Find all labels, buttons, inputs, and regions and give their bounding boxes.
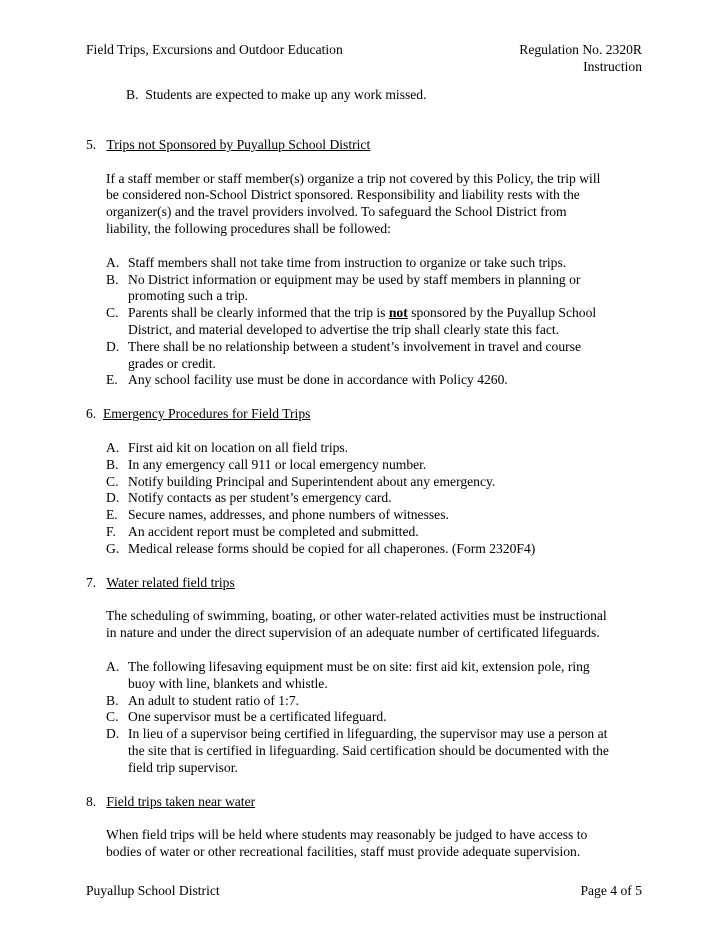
item-letter: D. (106, 726, 120, 742)
list-item (86, 474, 646, 491)
section-6-heading (86, 406, 646, 423)
item-text: Notify building Principal and Superintendent about any emergency. (128, 473, 496, 489)
item-text-part: sponsored by the Puyallup School (407, 305, 597, 321)
item-letter: B. (106, 456, 119, 472)
section-7 (86, 575, 646, 777)
section-8-number: 8. (86, 793, 97, 809)
paragraph-line: When field trips will be held where students may reasonably be judged to have access to (106, 827, 588, 843)
paragraph-line: The scheduling of swimming, boating, or other water-related activities must be instructional (106, 608, 607, 624)
list-item (86, 507, 646, 524)
item-text: There shall be no relationship between a student’s involvement in travel and course (128, 338, 581, 354)
section-5-heading (86, 137, 646, 154)
item-text: Staff members shall not take time from instruction to organize or take such trips. (128, 254, 567, 270)
footer-district: Puyallup School District (86, 883, 220, 898)
paragraph-line: bodies of water or other recreational facilities, staff must provide adequate supervision. (106, 844, 581, 860)
section-7-item-c (86, 709, 646, 726)
section-7-heading (86, 575, 646, 592)
section-8-heading (86, 794, 646, 811)
item-letter: C. (106, 709, 119, 725)
top-item (86, 87, 646, 104)
section-5-item-d (86, 339, 646, 373)
section-7-item-b (86, 693, 646, 710)
section-6-title: Emergency Procedures for Field Trips (103, 406, 311, 422)
item-letter: A. (106, 658, 120, 674)
item-letter: B. (106, 271, 119, 287)
section-5-item-a (86, 255, 646, 272)
section-5-item-e (86, 372, 646, 389)
header-title: Field Trips, Excursions and Outdoor Education (86, 42, 343, 57)
item-letter: G. (106, 540, 120, 556)
item-text: First aid kit on location on all field trips. (128, 439, 349, 455)
regulation-number: Regulation No. 2320R (519, 42, 642, 57)
section-8-title: Field trips taken near water (106, 793, 256, 809)
item-text-part: Parents shall be clearly informed that the trip is (128, 305, 389, 321)
paragraph-line: be considered non-School District sponsored. Responsibility and liability rests with the (106, 187, 580, 203)
item-text: grades or credit. (128, 355, 216, 371)
item-text (128, 305, 646, 322)
section-7-paragraph (106, 608, 646, 642)
item-text: The following lifesaving equipment must be on site: first aid kit, extension pole, ring (128, 658, 590, 674)
section-6 (86, 406, 646, 557)
item-letter: C. (106, 473, 119, 489)
top-item-text: Students are expected to make up any work missed. (145, 87, 427, 102)
item-text: the site that is certified in lifeguarding. Said certification should be documented with the (128, 742, 609, 758)
list-item (86, 490, 646, 507)
item-letter: E. (106, 372, 118, 388)
section-7-title: Water related field trips (106, 574, 235, 590)
item-text: field trip supervisor. (128, 759, 238, 775)
section-8-paragraph (106, 827, 646, 861)
item-text: Secure names, addresses, and phone numbers of witnesses. (128, 507, 449, 523)
item-letter: F. (106, 523, 116, 539)
paragraph-line: organizer(s) and the travel providers involved. To safeguard the School District from (106, 204, 567, 220)
regulation-category: Instruction (583, 58, 642, 74)
item-text: buoy with line, blankets and whistle. (128, 675, 328, 691)
item-text: District, and material developed to advertise the trip shall clearly state this fact. (128, 321, 560, 337)
item-text: One supervisor must be a certificated lifeguard. (128, 709, 387, 725)
item-text: Medical release forms should be copied for all chaperones. (Form 2320F4) (128, 540, 536, 556)
item-letter: B. (106, 692, 119, 708)
section-5-item-c (86, 305, 646, 339)
item-letter: C. (106, 305, 119, 321)
section-6-number: 6. (86, 406, 97, 422)
list-item (86, 541, 646, 558)
section-5 (86, 137, 646, 389)
paragraph-line: liability, the following procedures shall be followed: (106, 220, 391, 236)
section-5-number: 5. (86, 136, 97, 152)
item-letter: D. (106, 490, 120, 506)
item-text: An adult to student ratio of 1:7. (128, 692, 300, 708)
item-text: Notify contacts as per student’s emergency card. (128, 490, 392, 506)
item-text: No District information or equipment may be used by staff members in planning or (128, 271, 581, 287)
section-7-item-d (86, 726, 646, 776)
paragraph-line: in nature and under the direct supervision of an adequate number of certificated lifeguards. (106, 625, 600, 641)
item-letter: A. (106, 254, 120, 270)
list-item (86, 440, 646, 457)
section-7-item-a (86, 659, 646, 693)
header-regulation (519, 42, 642, 76)
footer-page-number: Page 4 of 5 (580, 883, 642, 898)
section-8 (86, 794, 646, 861)
section-5-title: Trips not Sponsored by Puyallup School District (106, 136, 371, 152)
item-text: promoting such a trip. (128, 288, 249, 304)
section-5-item-b (86, 272, 646, 306)
item-letter: D. (106, 338, 120, 354)
paragraph-line: If a staff member or staff member(s) organize a trip not covered by this Policy, the trip will (106, 170, 601, 186)
document-body (86, 87, 646, 861)
section-7-number: 7. (86, 574, 97, 590)
item-letter: E. (106, 507, 118, 523)
item-letter: A. (106, 439, 120, 455)
item-text: In any emergency call 911 or local emergency number. (128, 456, 427, 472)
item-text: An accident report must be completed and submitted. (128, 523, 419, 539)
section-5-paragraph (106, 171, 646, 238)
top-item-letter: B. (126, 87, 139, 102)
item-text: In lieu of a supervisor being certified in lifeguarding, the supervisor may use a person at (128, 726, 608, 742)
list-item (86, 524, 646, 541)
item-text: Any school facility use must be done in accordance with Policy 4260. (128, 372, 508, 388)
emphasis-not: not (388, 305, 408, 321)
list-item (86, 457, 646, 474)
